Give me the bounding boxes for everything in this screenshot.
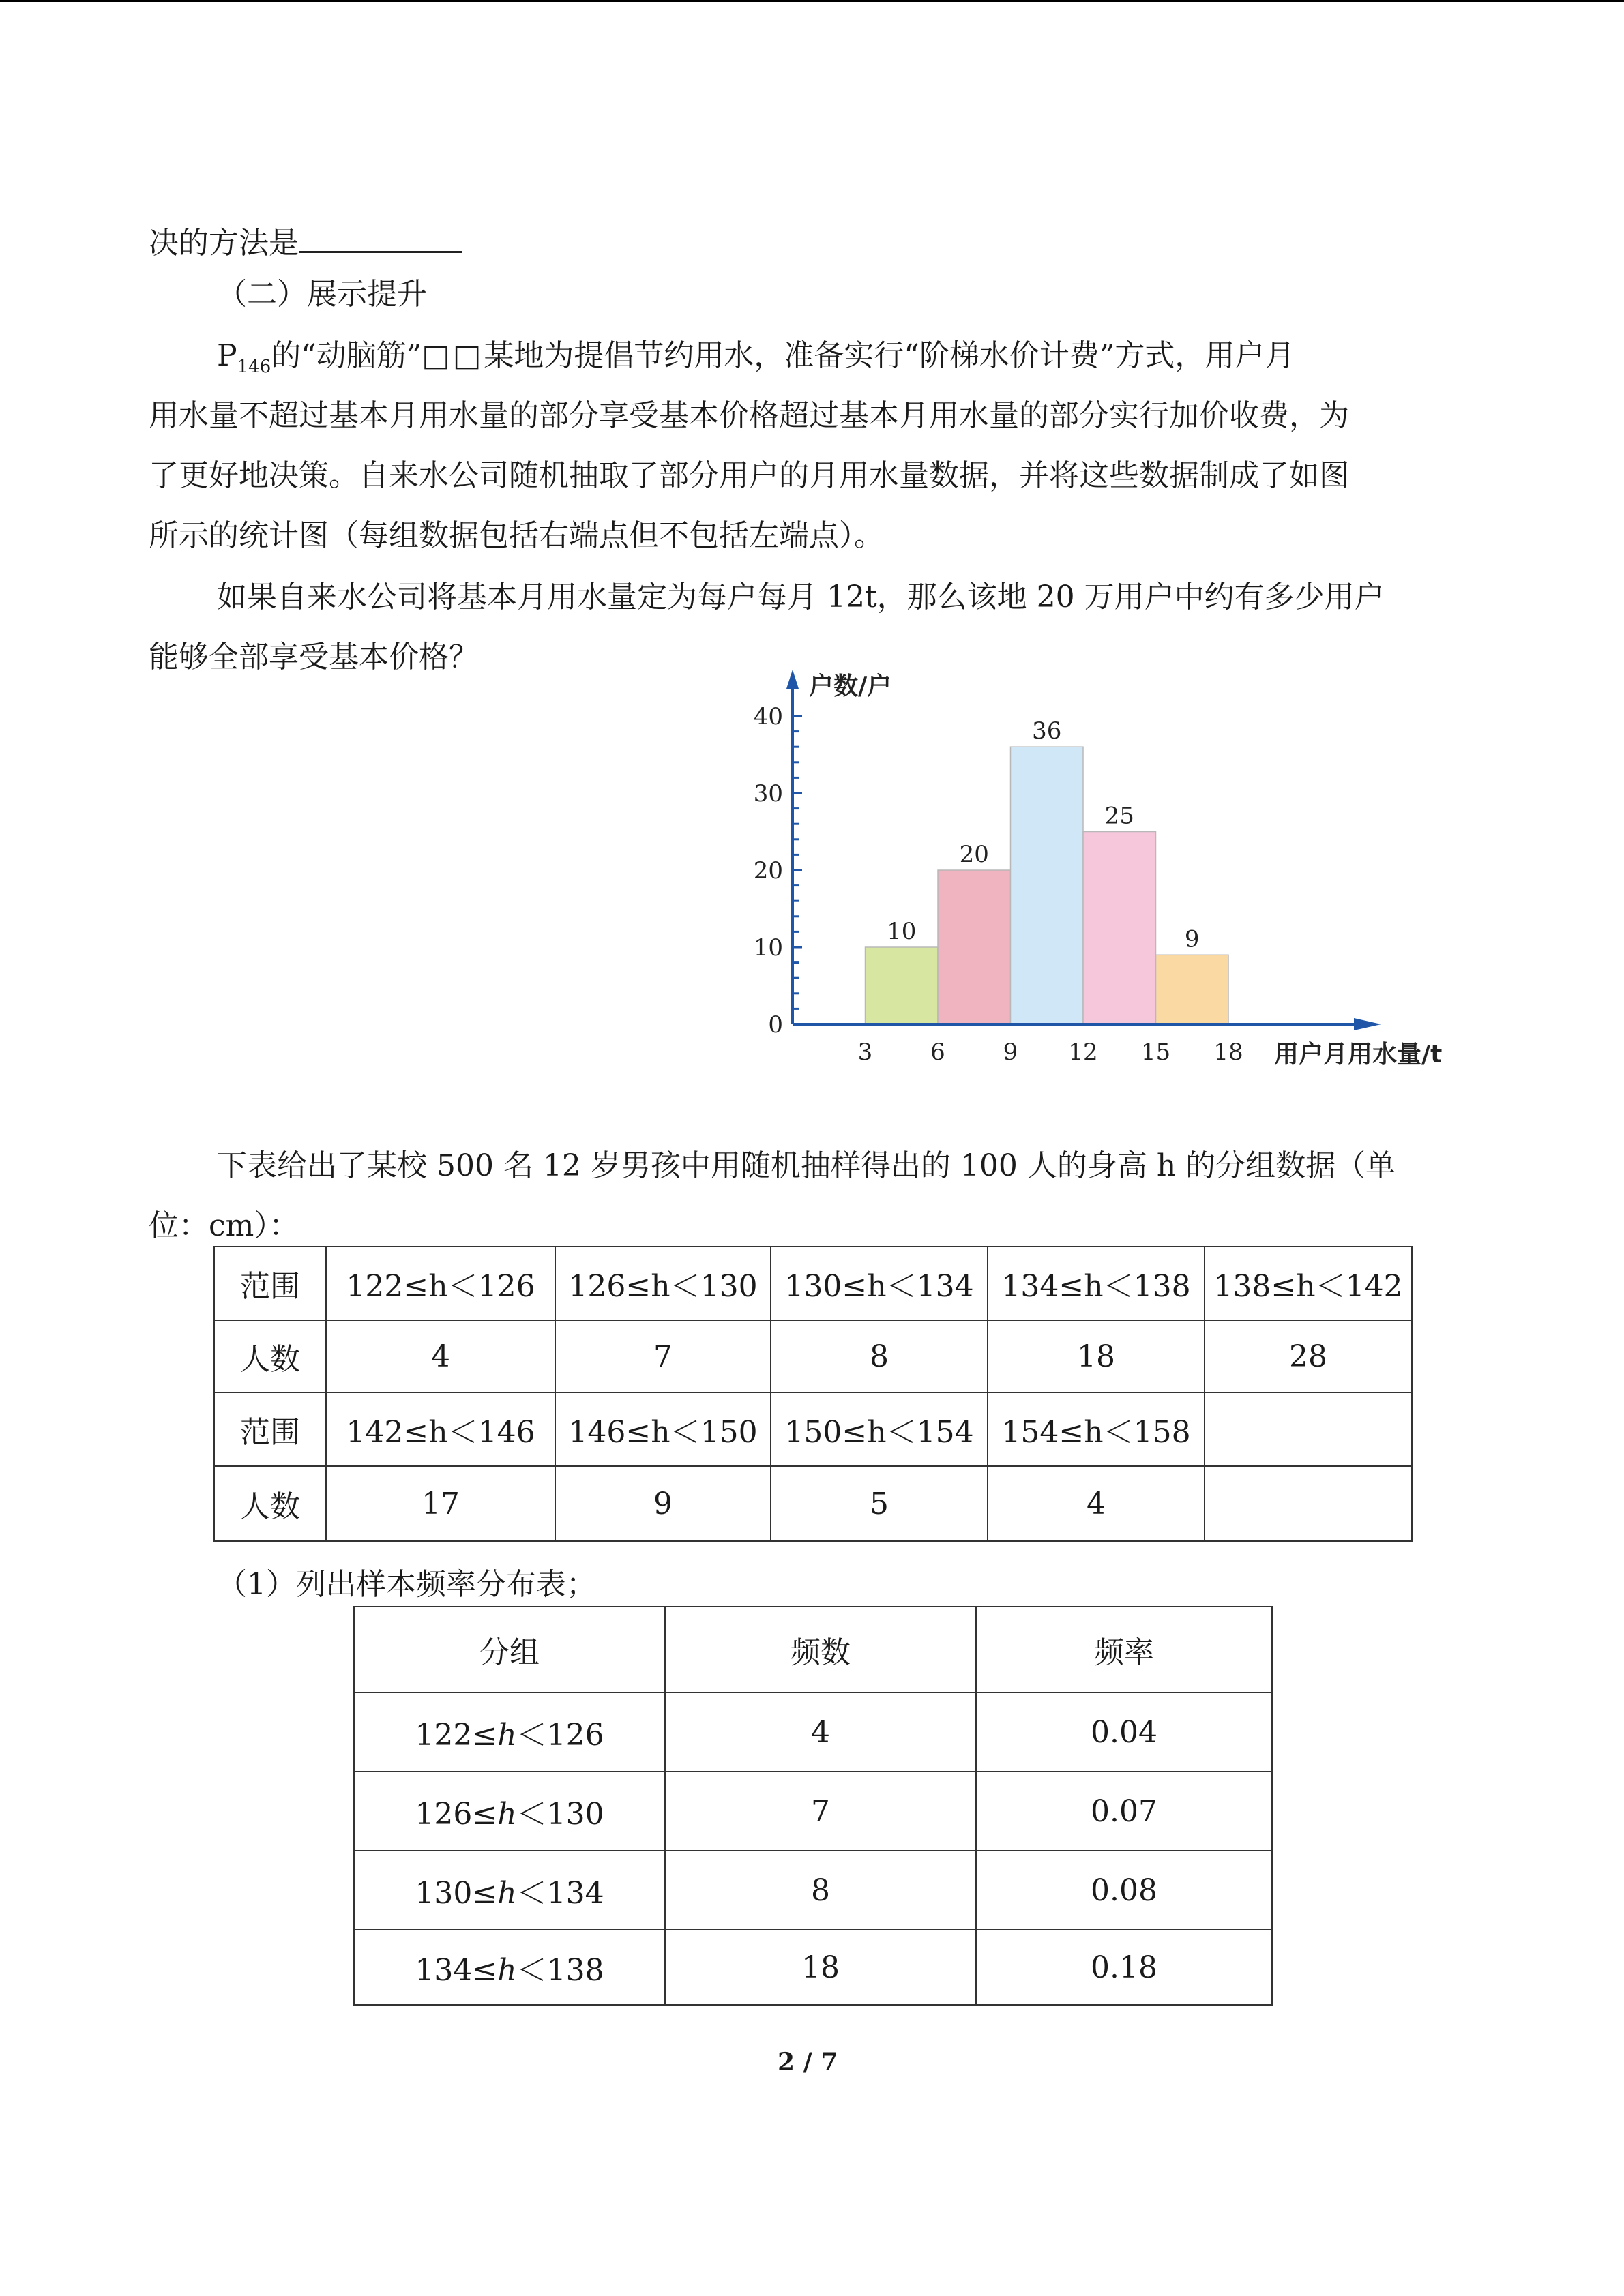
histogram-bar [866, 947, 939, 1024]
table-cell: 5 [771, 1466, 988, 1541]
histogram-bar [1083, 832, 1156, 1025]
table-row [354, 1693, 1272, 1772]
table-row [354, 1851, 1272, 1930]
table-row [214, 1466, 1412, 1541]
page-ref-sub: 146 [237, 356, 271, 377]
table-cell: 4 [988, 1466, 1205, 1541]
x-tick-label: 15 [1140, 1039, 1171, 1066]
paragraph-1-line-4: 所示的统计图（每组数据包括右端点但不包括左端点）。 [149, 518, 884, 553]
table-cell: 146≤h＜150 [555, 1392, 771, 1466]
y-tick-label: 30 [753, 780, 783, 807]
table-cell: 17 [326, 1466, 555, 1541]
frequency-cell: 0.07 [976, 1772, 1272, 1851]
para1-tail: 某地为提倡节约用水，准备实行“阶梯水价计费”方式，用户月 [484, 338, 1295, 373]
paragraph-3-line-2: 位：cm）： [149, 1208, 299, 1243]
table-cell: 126≤h＜130 [555, 1247, 771, 1320]
group-cell: 134≤h＜138 [354, 1930, 665, 2005]
row-label: 人数 [214, 1466, 326, 1541]
section-heading: （二）展示提升 [217, 277, 427, 312]
table-cell: 122≤h＜126 [326, 1247, 555, 1320]
table-cell: 28 [1205, 1320, 1412, 1392]
count-cell: 7 [665, 1772, 976, 1851]
count-cell: 18 [665, 1930, 976, 2005]
paragraph-2-line-2: 能够全部享受基本价格？ [149, 640, 479, 674]
table-cell: 138≤h＜142 [1205, 1247, 1412, 1320]
table-cell: 154≤h＜158 [988, 1392, 1205, 1466]
page-number: 2 / 7 [778, 2048, 838, 2076]
x-tick-label: 18 [1213, 1039, 1243, 1066]
frequency-cell: 0.08 [976, 1851, 1272, 1930]
table-row [214, 1247, 1412, 1320]
table-header-row [354, 1607, 1272, 1693]
table-cell: 134≤h＜138 [988, 1247, 1205, 1320]
histogram-bar [1011, 747, 1084, 1024]
paragraph-1-line-1 [217, 336, 1295, 387]
table-row [354, 1930, 1272, 2005]
table-cell [1205, 1466, 1412, 1541]
table-cell: 18 [988, 1320, 1205, 1392]
bar-value-label: 25 [1104, 802, 1134, 830]
table-row [354, 1772, 1272, 1851]
x-axis-title: 用户月用水量/t [1274, 1041, 1443, 1069]
line1-text: 决的方法是 [149, 226, 299, 260]
table-cell: 142≤h＜146 [326, 1392, 555, 1466]
x-tick-label: 6 [930, 1039, 945, 1066]
missing-glyph-boxes: □□ [422, 338, 484, 373]
table-cell: 9 [555, 1466, 771, 1541]
table-row [214, 1320, 1412, 1392]
x-tick-label: 3 [857, 1039, 873, 1066]
para1-quote: 的“动脑筋” [271, 338, 422, 373]
row-label: 范围 [214, 1247, 326, 1320]
y-tick-label: 10 [753, 934, 783, 961]
y-tick-label: 40 [753, 703, 783, 730]
y-tick-label: 0 [768, 1011, 783, 1039]
row-label: 范围 [214, 1392, 326, 1466]
question-1: （1）列出样本频率分布表； [217, 1567, 596, 1602]
paragraph-1-line-3: 了更好地决策。自来水公司随机抽取了部分用户的月用水量数据，并将这些数据制成了如图 [149, 458, 1349, 493]
x-tick-label: 12 [1068, 1039, 1098, 1066]
answer-blank [299, 218, 462, 253]
bar-value-label: 9 [1184, 925, 1200, 953]
x-tick-label: 9 [1003, 1039, 1018, 1066]
table-cell: 130≤h＜134 [771, 1247, 988, 1320]
column-header: 频数 [665, 1607, 976, 1693]
y-axis-title: 户数/户 [809, 672, 892, 700]
height-data-table [213, 1246, 1413, 1542]
row-label: 人数 [214, 1320, 326, 1392]
y-tick-label: 20 [753, 857, 783, 884]
histogram-bar [938, 870, 1011, 1024]
table-cell: 8 [771, 1320, 988, 1392]
bar-value-label: 20 [959, 841, 989, 868]
paragraph-2-line-1: 如果自来水公司将基本月用水量定为每户每月 12t，那么该地 20 万用户中约有多少用户 [217, 580, 1385, 614]
group-cell: 122≤h＜126 [354, 1693, 665, 1772]
table-cell: 4 [326, 1320, 555, 1392]
page-top-border [0, 0, 1624, 2]
column-header: 频率 [976, 1607, 1272, 1693]
bar-value-label: 36 [1032, 717, 1062, 745]
count-cell: 4 [665, 1693, 976, 1772]
paragraph-3-line-1: 下表给出了某校 500 名 12 岁男孩中用随机抽样得出的 100 人的身高 h 的分组数据（单 [217, 1148, 1396, 1183]
count-cell: 8 [665, 1851, 976, 1930]
table-row [214, 1392, 1412, 1466]
page-ref-p: P [217, 338, 237, 373]
group-cell: 130≤h＜134 [354, 1851, 665, 1930]
column-header: 分组 [354, 1607, 665, 1693]
table-cell [1205, 1392, 1412, 1466]
x-axis-arrow [1354, 1018, 1381, 1030]
text-line-1 [149, 218, 462, 264]
y-axis-arrow [786, 670, 799, 689]
frequency-cell: 0.18 [976, 1930, 1272, 2005]
bar-value-label: 10 [887, 918, 917, 945]
histogram-bar [1156, 955, 1229, 1024]
water-usage-histogram [737, 668, 1487, 1077]
table-cell: 150≤h＜154 [771, 1392, 988, 1466]
paragraph-1-line-2: 用水量不超过基本月用水量的部分享受基本价格超过基本月用水量的部分实行加价收费，为 [149, 398, 1349, 433]
frequency-distribution-table [353, 1606, 1273, 2006]
table-cell: 7 [555, 1320, 771, 1392]
frequency-cell: 0.04 [976, 1693, 1272, 1772]
group-cell: 126≤h＜130 [354, 1772, 665, 1851]
